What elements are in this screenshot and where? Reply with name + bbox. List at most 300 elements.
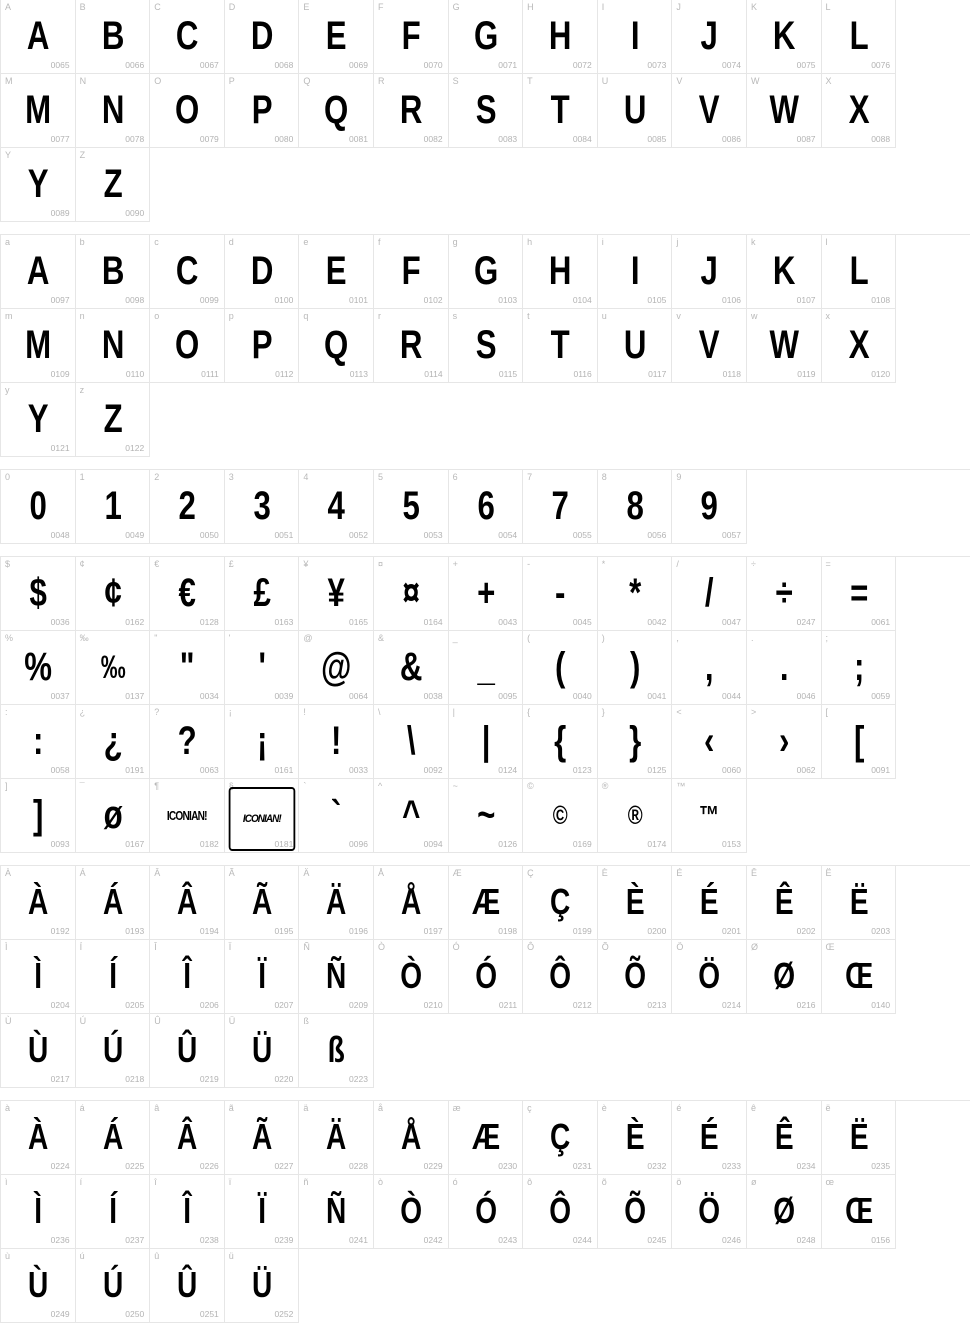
glyph-cell[interactable]: [747, 74, 822, 148]
glyph-cell[interactable]: [76, 866, 151, 940]
glyph-cell[interactable]: [449, 74, 524, 148]
glyph-preview: ™: [699, 799, 719, 830]
glyph-preview: U: [623, 322, 646, 367]
glyph-preview: M: [25, 322, 51, 367]
glyph-char-label: Ö: [676, 942, 684, 952]
glyph-char-label: M: [5, 76, 13, 86]
glyph-cell[interactable]: [523, 557, 598, 631]
glyph-cell[interactable]: [150, 940, 225, 1014]
glyph-char-label: j: [676, 237, 679, 247]
glyph-code-label: 0169: [572, 839, 592, 849]
glyph-cell[interactable]: [1, 74, 76, 148]
glyph-cell[interactable]: [523, 631, 598, 705]
glyph-cell[interactable]: [374, 940, 449, 1014]
glyph-preview: G: [473, 13, 498, 58]
glyph-cell[interactable]: [822, 74, 897, 148]
glyph-cell[interactable]: [225, 1014, 300, 1088]
glyph-cell[interactable]: [449, 557, 524, 631]
glyph-code-label: 0164: [423, 617, 443, 627]
glyph-cell[interactable]: [76, 470, 151, 544]
glyph-code-label: 0091: [871, 765, 891, 775]
glyph-cell[interactable]: [299, 557, 374, 631]
glyph-preview: \: [406, 718, 415, 763]
glyph-cell[interactable]: [150, 557, 225, 631]
glyph-preview: 7: [551, 483, 569, 528]
glyph-char-label: d: [228, 237, 234, 247]
glyph-cell[interactable]: [374, 470, 449, 544]
glyph-cell[interactable]: [1, 557, 76, 631]
glyph-cell[interactable]: [76, 631, 151, 705]
glyph-cell[interactable]: [225, 235, 300, 309]
glyph-preview: |: [481, 718, 490, 763]
glyph-cell[interactable]: [598, 0, 673, 74]
glyph-cell[interactable]: [225, 779, 300, 853]
glyph-char-label: ô: [527, 1177, 533, 1187]
glyph-cell[interactable]: [225, 74, 300, 148]
glyph-code-label: 0233: [722, 1161, 741, 1171]
glyph-preview: Ã: [251, 1116, 272, 1157]
glyph-cell[interactable]: [76, 235, 151, 309]
glyph-cell[interactable]: [523, 1101, 598, 1175]
glyph-char-label: n: [79, 311, 85, 321]
glyph-cell[interactable]: [822, 557, 897, 631]
glyph-cell[interactable]: [76, 1014, 151, 1088]
glyph-code-label: 0068: [274, 60, 294, 70]
glyph-code-label: 0120: [871, 369, 891, 379]
glyph-cell[interactable]: [374, 0, 449, 74]
glyph-code-label: 0211: [498, 1000, 518, 1010]
glyph-cell[interactable]: [299, 866, 374, 940]
glyph-code-label: 0223: [349, 1074, 368, 1084]
glyph-cell[interactable]: [598, 235, 673, 309]
glyph-preview: ,: [705, 644, 714, 689]
glyph-char-label: æ: [452, 1103, 461, 1113]
glyph-cell[interactable]: [225, 309, 300, 383]
glyph-cell[interactable]: [822, 235, 897, 309]
glyph-cell[interactable]: [598, 309, 673, 383]
glyph-code-label: 0193: [125, 926, 145, 936]
glyph-code-label: 0098: [125, 295, 145, 305]
glyph-cell[interactable]: [299, 74, 374, 148]
glyph-char-label: £: [228, 559, 234, 569]
glyph-cell[interactable]: [822, 309, 897, 383]
glyph-cell[interactable]: [449, 470, 524, 544]
glyph-cell[interactable]: [150, 235, 225, 309]
glyph-char-label: é: [676, 1103, 682, 1113]
glyph-preview: Æ: [471, 1116, 500, 1157]
glyph-code-label: 0046: [796, 691, 816, 701]
glyph-char-label: :: [5, 707, 8, 717]
glyph-char-label: f: [377, 237, 381, 247]
glyph-preview: Ò: [400, 1190, 422, 1231]
glyph-cell[interactable]: [747, 940, 822, 1014]
glyph-cell[interactable]: [598, 866, 673, 940]
glyph-cell[interactable]: [76, 0, 151, 74]
glyph-preview: Å: [401, 1116, 421, 1157]
glyph-char-label: }: [601, 707, 605, 717]
glyph-char-label: Q: [303, 76, 311, 86]
glyph-cell[interactable]: [822, 705, 897, 779]
glyph-code-label: 0220: [274, 1074, 294, 1084]
glyph-cell[interactable]: [822, 866, 897, 940]
bottom-padding: [0, 1323, 970, 1339]
glyph-code-label: 0204: [50, 1000, 70, 1010]
glyph-cell[interactable]: [747, 1101, 822, 1175]
glyph-cell[interactable]: [150, 470, 225, 544]
glyph-char-label: å: [377, 1103, 383, 1113]
glyph-code-label: 0058: [50, 765, 70, 775]
glyph-cell[interactable]: [747, 0, 822, 74]
glyph-cell[interactable]: [1, 779, 76, 853]
glyph-cell[interactable]: [1, 866, 76, 940]
glyph-code-label: 0056: [647, 530, 667, 540]
glyph-code-label: 0182: [199, 839, 219, 849]
glyph-code-label: 0206: [199, 1000, 219, 1010]
glyph-preview: S: [475, 322, 496, 367]
glyph-cell[interactable]: [76, 557, 151, 631]
glyph-code-label: 0106: [722, 295, 741, 305]
glyph-code-label: 0216: [796, 1000, 816, 1010]
glyph-char-label: >: [750, 707, 757, 717]
glyph-cell[interactable]: [1, 383, 76, 457]
glyph-char-label: P: [228, 76, 235, 86]
glyph-cell[interactable]: [374, 779, 449, 853]
glyph-cell[interactable]: [747, 235, 822, 309]
glyph-char-label: C: [154, 2, 161, 12]
glyph-cell[interactable]: [299, 940, 374, 1014]
glyph-code-label: 0043: [498, 617, 518, 627]
glyph-char-label: /: [676, 559, 679, 569]
glyph-cell[interactable]: [672, 1175, 747, 1249]
glyph-char-label: ©: [527, 781, 534, 791]
glyph-preview: /: [705, 570, 714, 615]
glyph-preview: F: [401, 248, 420, 293]
glyph-cell[interactable]: [1, 705, 76, 779]
glyph-cell[interactable]: [299, 1014, 374, 1088]
glyph-preview: K: [772, 248, 795, 293]
glyph-cell[interactable]: [449, 1101, 524, 1175]
glyph-cell[interactable]: [1, 470, 76, 544]
glyph-cell[interactable]: [1, 309, 76, 383]
glyph-cell[interactable]: [374, 705, 449, 779]
glyph-preview: Æ: [471, 881, 500, 922]
glyph-cell[interactable]: [150, 1101, 225, 1175]
glyph-cell[interactable]: [225, 1249, 300, 1323]
glyph-char-label: ]: [5, 781, 8, 791]
glyph-cell[interactable]: [672, 309, 747, 383]
glyph-cell[interactable]: [225, 1175, 300, 1249]
glyph-preview: 6: [477, 483, 494, 528]
glyph-cell[interactable]: [299, 235, 374, 309]
glyph-cell[interactable]: [76, 74, 151, 148]
glyph-cell[interactable]: [225, 0, 300, 74]
glyph-code-label: 0065: [50, 60, 70, 70]
glyph-cell[interactable]: [598, 940, 673, 1014]
glyph-char-label: í: [79, 1177, 83, 1187]
glyph-preview: Ò: [400, 955, 422, 996]
glyph-preview: Ë: [849, 1116, 868, 1157]
glyph-code-label: 0122: [125, 443, 145, 453]
glyph-cell[interactable]: [598, 557, 673, 631]
glyph-cell[interactable]: [523, 0, 598, 74]
glyph-cell[interactable]: [523, 779, 598, 853]
glyph-cell[interactable]: [449, 631, 524, 705]
glyph-cell[interactable]: [672, 0, 747, 74]
glyph-cell[interactable]: [747, 309, 822, 383]
glyph-char-label: l: [825, 237, 828, 247]
glyph-cell[interactable]: [523, 940, 598, 1014]
glyph-block-lowercase-latin: [0, 234, 970, 457]
glyph-preview: Â: [177, 881, 197, 922]
glyph-cell[interactable]: [598, 631, 673, 705]
glyph-cell[interactable]: [150, 1014, 225, 1088]
glyph-cell[interactable]: [374, 74, 449, 148]
glyph-cell[interactable]: [523, 866, 598, 940]
glyph-char-label: 0: [5, 472, 11, 482]
glyph-cell[interactable]: [672, 705, 747, 779]
glyph-cell[interactable]: [76, 779, 151, 853]
glyph-preview: &: [399, 644, 422, 689]
glyph-cell[interactable]: [225, 866, 300, 940]
glyph-cell[interactable]: [299, 1175, 374, 1249]
glyph-preview: 9: [700, 483, 718, 528]
glyph-cell[interactable]: [822, 940, 897, 1014]
glyph-cell[interactable]: [76, 1101, 151, 1175]
glyph-code-label: 0057: [722, 530, 741, 540]
glyph-cell[interactable]: [598, 1101, 673, 1175]
glyph-preview: L: [849, 13, 868, 58]
glyph-cell[interactable]: [374, 1175, 449, 1249]
glyph-preview: 2: [178, 483, 196, 528]
glyph-cell[interactable]: [523, 1175, 598, 1249]
glyph-char-label: ': [228, 633, 231, 643]
glyph-char-label: z: [79, 385, 85, 395]
glyph-preview: È: [625, 1116, 644, 1157]
glyph-cell[interactable]: [76, 148, 151, 222]
glyph-cell[interactable]: [449, 0, 524, 74]
glyph-cell[interactable]: [299, 1101, 374, 1175]
glyph-code-label: 0200: [647, 926, 667, 936]
glyph-cell[interactable]: [822, 1101, 897, 1175]
glyph-preview: Ö: [698, 1190, 720, 1231]
glyph-preview: Ï: [258, 955, 266, 996]
glyph-cell[interactable]: [1, 1101, 76, 1175]
block-separator: [0, 853, 970, 865]
glyph-code-label: 0034: [199, 691, 219, 701]
glyph-cell[interactable]: [225, 940, 300, 1014]
glyph-cell[interactable]: [76, 1249, 151, 1323]
glyph-cell[interactable]: [822, 631, 897, 705]
glyph-preview: Q: [324, 322, 348, 367]
glyph-cell[interactable]: [299, 470, 374, 544]
glyph-code-label: 0088: [871, 134, 891, 144]
glyph-cell[interactable]: [822, 1175, 897, 1249]
glyph-char-label: ë: [825, 1103, 831, 1113]
glyph-cell[interactable]: [150, 0, 225, 74]
glyph-code-label: 0207: [274, 1000, 294, 1010]
glyph-preview: ¤: [402, 570, 420, 615]
glyph-cell[interactable]: [150, 631, 225, 705]
glyph-cell[interactable]: [1, 0, 76, 74]
glyph-cell[interactable]: [374, 235, 449, 309]
glyph-cell[interactable]: [598, 779, 673, 853]
glyph-cell[interactable]: [374, 631, 449, 705]
glyph-code-label: 0225: [125, 1161, 145, 1171]
glyph-code-label: 0103: [498, 295, 518, 305]
glyph-char-label: ¿: [79, 707, 86, 717]
glyph-cell[interactable]: [598, 705, 673, 779]
glyph-char-label: ?: [154, 707, 160, 717]
glyph-char-label: ø: [750, 1177, 757, 1187]
glyph-cell[interactable]: [76, 309, 151, 383]
glyph-cell[interactable]: [1, 940, 76, 1014]
glyph-cell[interactable]: [672, 940, 747, 1014]
glyph-cell[interactable]: [150, 309, 225, 383]
glyph-cell[interactable]: [449, 309, 524, 383]
glyph-char-label: (: [527, 633, 531, 643]
glyph-char-label: Ï: [228, 942, 232, 952]
glyph-cell[interactable]: [672, 779, 747, 853]
glyph-char-label: á: [79, 1103, 85, 1113]
glyph-char-label: ;: [825, 633, 829, 643]
glyph-code-label: 0071: [498, 60, 518, 70]
glyph-cell[interactable]: [1, 1014, 76, 1088]
glyph-block-accented-lowercase: [0, 1100, 970, 1323]
glyph-cell[interactable]: [523, 235, 598, 309]
glyph-code-label: 0104: [572, 295, 592, 305]
glyph-cell[interactable]: [225, 557, 300, 631]
glyph-char-label: Ç: [527, 868, 534, 878]
glyph-char-label: ì: [5, 1177, 8, 1187]
glyph-cell[interactable]: [523, 470, 598, 544]
glyph-char-label: Ø: [750, 942, 758, 952]
glyph-code-label: 0198: [498, 926, 518, 936]
glyph-cell[interactable]: [747, 705, 822, 779]
glyph-cell[interactable]: [523, 705, 598, 779]
glyph-char-label: ): [601, 633, 605, 643]
glyph-cell[interactable]: [672, 631, 747, 705]
glyph-preview: 3: [253, 483, 270, 528]
glyph-char-label: è: [601, 1103, 607, 1113]
glyph-cell[interactable]: [299, 705, 374, 779]
glyph-cell[interactable]: [747, 866, 822, 940]
glyph-code-label: 0118: [722, 369, 741, 379]
glyph-code-label: 0229: [423, 1161, 443, 1171]
glyph-cell[interactable]: [374, 866, 449, 940]
glyph-code-label: 0083: [498, 134, 518, 144]
glyph-preview: Ö: [698, 955, 720, 996]
glyph-cell[interactable]: [299, 779, 374, 853]
glyph-cell[interactable]: [1, 1249, 76, 1323]
glyph-code-label: 0119: [797, 369, 816, 379]
glyph-cell[interactable]: [1, 148, 76, 222]
glyph-cell[interactable]: [150, 705, 225, 779]
glyph-cell[interactable]: [672, 866, 747, 940]
glyph-cell[interactable]: [449, 866, 524, 940]
glyph-cell[interactable]: [672, 470, 747, 544]
glyph-preview: ICONIAN!: [167, 807, 207, 823]
glyph-char-label: {: [527, 707, 531, 717]
glyph-preview: ¡: [256, 718, 267, 763]
glyph-char-label: ®: [601, 781, 609, 791]
glyph-cell[interactable]: [449, 779, 524, 853]
glyph-code-label: 0072: [572, 60, 592, 70]
glyph-char-label: t: [527, 311, 530, 321]
glyph-cell[interactable]: [374, 1101, 449, 1175]
glyph-cell[interactable]: [299, 631, 374, 705]
glyph-char-label: ¢: [79, 559, 85, 569]
glyph-preview: Œ: [844, 1190, 872, 1231]
glyph-char-label: E: [303, 2, 310, 12]
glyph-cell[interactable]: [150, 779, 225, 853]
glyph-cell[interactable]: [747, 557, 822, 631]
glyph-cell[interactable]: [150, 74, 225, 148]
glyph-cell[interactable]: [76, 705, 151, 779]
glyph-char-label: =: [825, 559, 831, 569]
glyph-cell[interactable]: [225, 705, 300, 779]
glyph-cell[interactable]: [672, 557, 747, 631]
glyph-cell[interactable]: [672, 1101, 747, 1175]
glyph-cell[interactable]: [598, 74, 673, 148]
glyph-cell[interactable]: [598, 470, 673, 544]
glyph-code-label: 0064: [349, 691, 368, 701]
glyph-cell[interactable]: [374, 557, 449, 631]
glyph-cell[interactable]: [299, 0, 374, 74]
glyph-preview: J: [700, 248, 718, 293]
glyph-cell[interactable]: [747, 1175, 822, 1249]
glyph-cell[interactable]: [523, 309, 598, 383]
glyph-cell[interactable]: [150, 866, 225, 940]
glyph-code-label: 0110: [125, 369, 145, 379]
glyph-cell[interactable]: [822, 0, 897, 74]
glyph-cell[interactable]: [76, 1175, 151, 1249]
glyph-cell[interactable]: [523, 74, 598, 148]
glyph-preview: 5: [402, 483, 420, 528]
glyph-cell[interactable]: [76, 940, 151, 1014]
glyph-preview: Ø: [773, 1190, 795, 1231]
glyph-cell[interactable]: [374, 309, 449, 383]
glyph-cell[interactable]: [449, 1175, 524, 1249]
glyph-preview: X: [848, 322, 869, 367]
glyph-cell[interactable]: [449, 235, 524, 309]
glyph-cell[interactable]: [672, 74, 747, 148]
glyph-cell[interactable]: [1, 631, 76, 705]
glyph-cell[interactable]: [449, 940, 524, 1014]
glyph-preview: Å: [401, 881, 421, 922]
glyph-cell[interactable]: [449, 705, 524, 779]
glyph-cell[interactable]: [76, 383, 151, 457]
glyph-cell[interactable]: [225, 470, 300, 544]
glyph-char-label: ä: [303, 1103, 309, 1113]
glyph-cell[interactable]: [672, 235, 747, 309]
glyph-cell[interactable]: [598, 1175, 673, 1249]
glyph-cell[interactable]: [225, 1101, 300, 1175]
glyph-code-label: 0080: [274, 134, 294, 144]
glyph-char-label: à: [5, 1103, 11, 1113]
glyph-cell[interactable]: [150, 1249, 225, 1323]
glyph-char-label: J: [676, 2, 681, 12]
glyph-code-label: 0238: [199, 1235, 219, 1245]
glyph-preview: =: [849, 570, 868, 615]
glyph-cell[interactable]: [225, 631, 300, 705]
glyph-cell[interactable]: [1, 235, 76, 309]
glyph-cell[interactable]: [150, 1175, 225, 1249]
glyph-cell[interactable]: [299, 309, 374, 383]
glyph-cell[interactable]: [1, 1175, 76, 1249]
glyph-preview: Â: [177, 1116, 197, 1157]
glyph-preview: ø: [103, 792, 122, 837]
glyph-cell[interactable]: [747, 631, 822, 705]
